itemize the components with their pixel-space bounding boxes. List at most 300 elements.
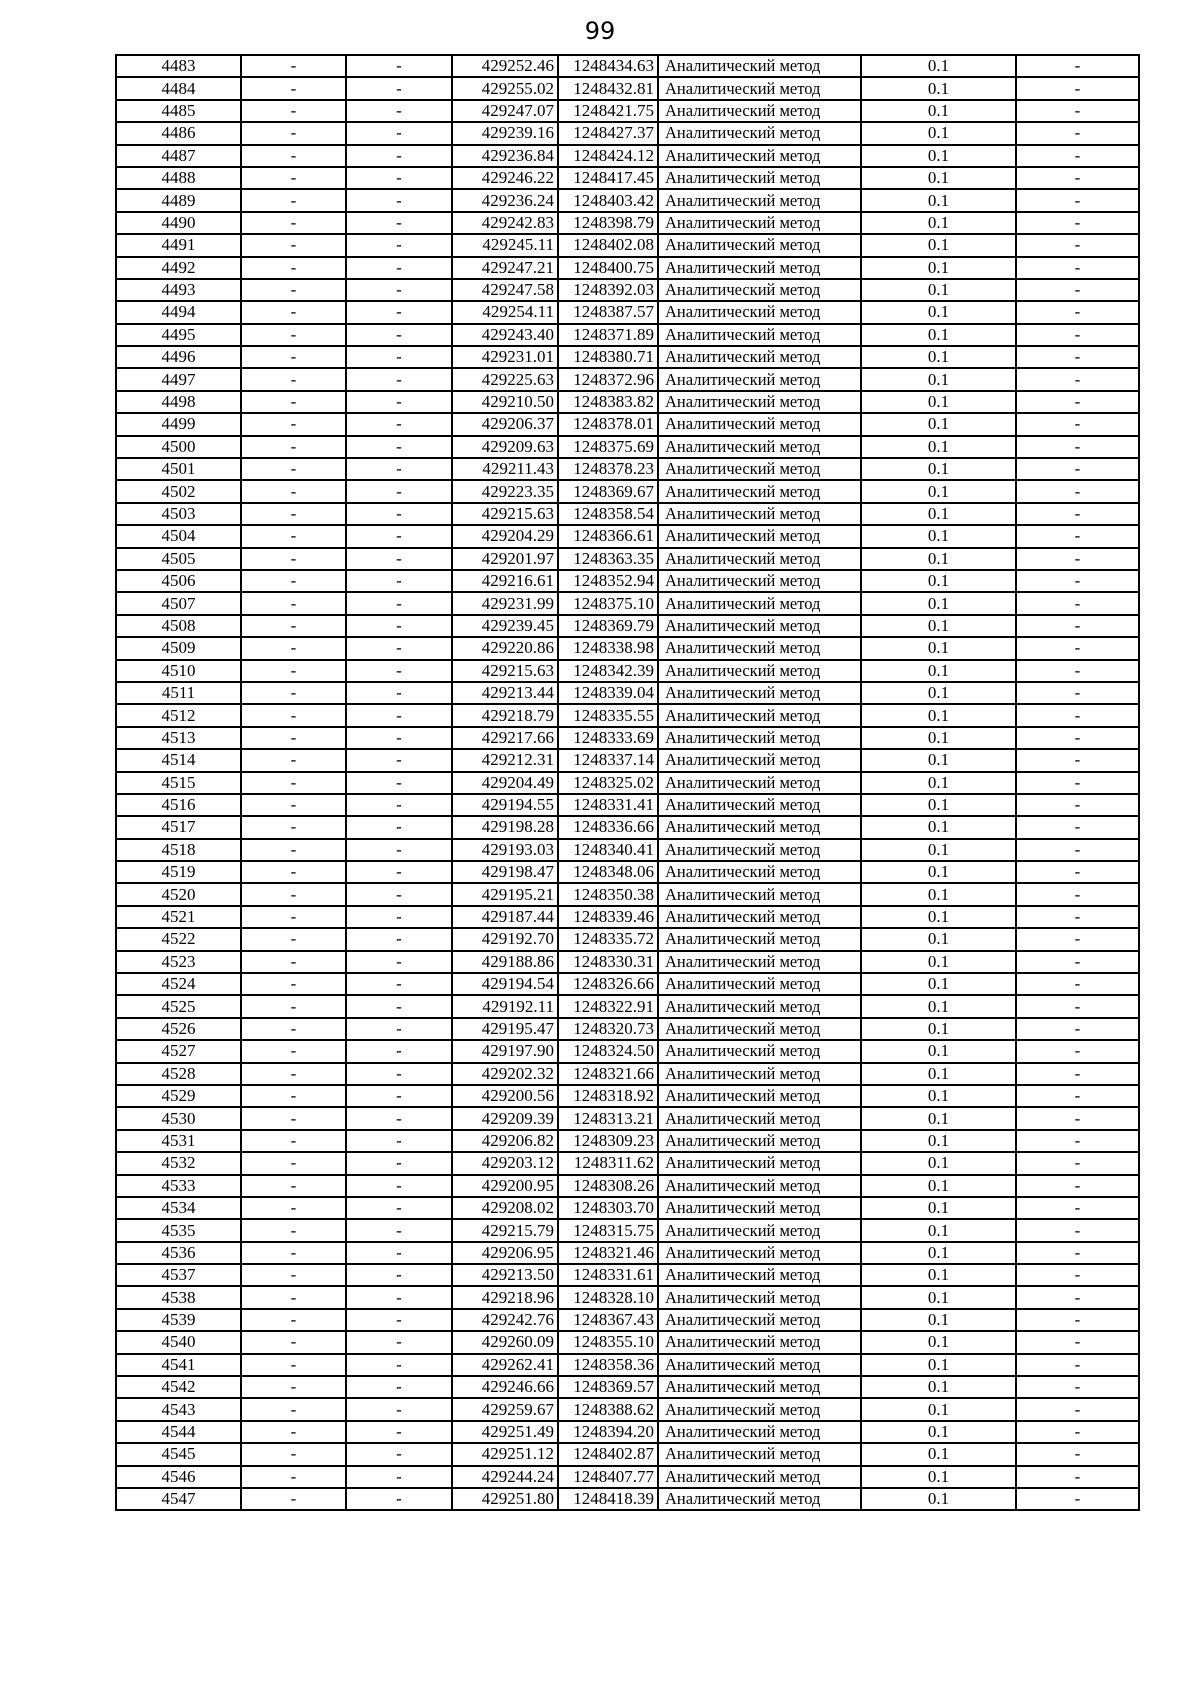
cell-accuracy: 0.1 [861, 704, 1016, 726]
cell-col-3: - [346, 458, 452, 480]
cell-col-3: - [346, 1488, 452, 1510]
cell-method: Аналитический метод [658, 660, 861, 682]
cell-accuracy: 0.1 [861, 1152, 1016, 1174]
coordinates-table [115, 54, 1140, 1511]
cell-method: Аналитический метод [658, 77, 861, 99]
cell-method: Аналитический метод [658, 1018, 861, 1040]
table-row [116, 906, 1139, 928]
cell-col-8: - [1016, 55, 1139, 77]
table-row [116, 368, 1139, 390]
cell-col-8: - [1016, 906, 1139, 928]
cell-accuracy: 0.1 [861, 480, 1016, 502]
table-row [116, 436, 1139, 458]
cell-col-8: - [1016, 145, 1139, 167]
cell-x-coordinate: 429246.22 [452, 167, 558, 189]
cell-col-2: - [241, 1443, 346, 1465]
cell-method: Аналитический метод [658, 883, 861, 905]
cell-point-number: 4534 [116, 1197, 241, 1219]
table-row [116, 122, 1139, 144]
cell-point-number: 4501 [116, 458, 241, 480]
cell-y-coordinate: 1248402.08 [558, 234, 658, 256]
cell-accuracy: 0.1 [861, 1466, 1016, 1488]
cell-col-3: - [346, 1398, 452, 1420]
cell-col-8: - [1016, 257, 1139, 279]
cell-col-8: - [1016, 1242, 1139, 1264]
cell-x-coordinate: 429260.09 [452, 1331, 558, 1353]
cell-accuracy: 0.1 [861, 1063, 1016, 1085]
cell-point-number: 4527 [116, 1040, 241, 1062]
cell-col-3: - [346, 525, 452, 547]
cell-col-3: - [346, 995, 452, 1017]
cell-x-coordinate: 429247.58 [452, 279, 558, 301]
table-row [116, 1488, 1139, 1510]
cell-point-number: 4517 [116, 816, 241, 838]
cell-col-2: - [241, 212, 346, 234]
cell-y-coordinate: 1248338.98 [558, 637, 658, 659]
cell-col-3: - [346, 100, 452, 122]
table-row [116, 1018, 1139, 1040]
cell-y-coordinate: 1248321.46 [558, 1242, 658, 1264]
cell-col-8: - [1016, 346, 1139, 368]
cell-accuracy: 0.1 [861, 368, 1016, 390]
cell-col-2: - [241, 413, 346, 435]
cell-y-coordinate: 1248340.41 [558, 839, 658, 861]
table-row [116, 951, 1139, 973]
cell-col-3: - [346, 615, 452, 637]
table-row [116, 279, 1139, 301]
cell-col-2: - [241, 1264, 346, 1286]
table-row [116, 1175, 1139, 1197]
cell-point-number: 4525 [116, 995, 241, 1017]
cell-accuracy: 0.1 [861, 301, 1016, 323]
cell-col-3: - [346, 592, 452, 614]
table-row [116, 1286, 1139, 1308]
cell-method: Аналитический метод [658, 189, 861, 211]
cell-y-coordinate: 1248387.57 [558, 301, 658, 323]
cell-x-coordinate: 429200.56 [452, 1085, 558, 1107]
table-row [116, 1309, 1139, 1331]
cell-x-coordinate: 429208.02 [452, 1197, 558, 1219]
cell-x-coordinate: 429200.95 [452, 1175, 558, 1197]
cell-y-coordinate: 1248407.77 [558, 1466, 658, 1488]
cell-col-2: - [241, 1152, 346, 1174]
cell-col-8: - [1016, 1443, 1139, 1465]
cell-y-coordinate: 1248421.75 [558, 100, 658, 122]
table-row [116, 548, 1139, 570]
cell-col-3: - [346, 682, 452, 704]
cell-col-2: - [241, 951, 346, 973]
cell-col-3: - [346, 145, 452, 167]
cell-accuracy: 0.1 [861, 1018, 1016, 1040]
cell-method: Аналитический метод [658, 973, 861, 995]
cell-col-2: - [241, 1398, 346, 1420]
cell-accuracy: 0.1 [861, 77, 1016, 99]
cell-y-coordinate: 1248375.10 [558, 592, 658, 614]
cell-x-coordinate: 429245.11 [452, 234, 558, 256]
cell-x-coordinate: 429198.28 [452, 816, 558, 838]
cell-col-2: - [241, 749, 346, 771]
cell-point-number: 4488 [116, 167, 241, 189]
cell-point-number: 4530 [116, 1107, 241, 1129]
table-row [116, 55, 1139, 77]
cell-col-3: - [346, 704, 452, 726]
cell-point-number: 4540 [116, 1331, 241, 1353]
cell-col-2: - [241, 861, 346, 883]
cell-point-number: 4543 [116, 1398, 241, 1420]
cell-y-coordinate: 1248335.55 [558, 704, 658, 726]
cell-x-coordinate: 429231.99 [452, 592, 558, 614]
cell-x-coordinate: 429197.90 [452, 1040, 558, 1062]
cell-method: Аналитический метод [658, 906, 861, 928]
table-row [116, 1466, 1139, 1488]
cell-method: Аналитический метод [658, 615, 861, 637]
cell-point-number: 4523 [116, 951, 241, 973]
cell-accuracy: 0.1 [861, 1130, 1016, 1152]
cell-accuracy: 0.1 [861, 570, 1016, 592]
cell-method: Аналитический метод [658, 1264, 861, 1286]
table-row [116, 816, 1139, 838]
table-row [116, 1242, 1139, 1264]
cell-accuracy: 0.1 [861, 1085, 1016, 1107]
cell-x-coordinate: 429251.49 [452, 1421, 558, 1443]
cell-method: Аналитический метод [658, 503, 861, 525]
cell-accuracy: 0.1 [861, 794, 1016, 816]
cell-y-coordinate: 1248315.75 [558, 1219, 658, 1241]
cell-point-number: 4495 [116, 324, 241, 346]
cell-method: Аналитический метод [658, 1040, 861, 1062]
cell-y-coordinate: 1248392.03 [558, 279, 658, 301]
cell-accuracy: 0.1 [861, 749, 1016, 771]
cell-point-number: 4504 [116, 525, 241, 547]
cell-accuracy: 0.1 [861, 615, 1016, 637]
cell-accuracy: 0.1 [861, 1421, 1016, 1443]
cell-col-2: - [241, 1331, 346, 1353]
cell-accuracy: 0.1 [861, 1309, 1016, 1331]
table-row [116, 928, 1139, 950]
table-row [116, 189, 1139, 211]
table-row [116, 615, 1139, 637]
cell-y-coordinate: 1248383.82 [558, 391, 658, 413]
cell-x-coordinate: 429247.21 [452, 257, 558, 279]
cell-col-2: - [241, 883, 346, 905]
cell-col-2: - [241, 279, 346, 301]
cell-accuracy: 0.1 [861, 906, 1016, 928]
table-row [116, 257, 1139, 279]
table-row [116, 324, 1139, 346]
cell-accuracy: 0.1 [861, 391, 1016, 413]
cell-point-number: 4518 [116, 839, 241, 861]
cell-accuracy: 0.1 [861, 1331, 1016, 1353]
cell-y-coordinate: 1248358.36 [558, 1354, 658, 1376]
cell-col-8: - [1016, 749, 1139, 771]
cell-col-3: - [346, 1242, 452, 1264]
cell-y-coordinate: 1248400.75 [558, 257, 658, 279]
cell-y-coordinate: 1248308.26 [558, 1175, 658, 1197]
cell-method: Аналитический метод [658, 637, 861, 659]
cell-point-number: 4547 [116, 1488, 241, 1510]
cell-col-2: - [241, 458, 346, 480]
cell-col-3: - [346, 167, 452, 189]
cell-col-2: - [241, 704, 346, 726]
cell-accuracy: 0.1 [861, 1175, 1016, 1197]
cell-y-coordinate: 1248331.41 [558, 794, 658, 816]
cell-col-3: - [346, 1421, 452, 1443]
cell-x-coordinate: 429193.03 [452, 839, 558, 861]
cell-y-coordinate: 1248355.10 [558, 1331, 658, 1353]
cell-col-3: - [346, 548, 452, 570]
cell-col-2: - [241, 1107, 346, 1129]
cell-point-number: 4545 [116, 1443, 241, 1465]
cell-col-8: - [1016, 1219, 1139, 1241]
cell-method: Аналитический метод [658, 145, 861, 167]
table-row [116, 145, 1139, 167]
cell-col-8: - [1016, 1354, 1139, 1376]
cell-y-coordinate: 1248358.54 [558, 503, 658, 525]
cell-point-number: 4491 [116, 234, 241, 256]
cell-col-3: - [346, 1466, 452, 1488]
cell-col-3: - [346, 951, 452, 973]
table-row [116, 794, 1139, 816]
cell-col-8: - [1016, 279, 1139, 301]
cell-method: Аналитический метод [658, 682, 861, 704]
cell-col-8: - [1016, 324, 1139, 346]
cell-method: Аналитический метод [658, 1175, 861, 1197]
cell-accuracy: 0.1 [861, 1219, 1016, 1241]
cell-y-coordinate: 1248336.66 [558, 816, 658, 838]
cell-accuracy: 0.1 [861, 100, 1016, 122]
cell-accuracy: 0.1 [861, 727, 1016, 749]
cell-accuracy: 0.1 [861, 189, 1016, 211]
cell-x-coordinate: 429201.97 [452, 548, 558, 570]
cell-point-number: 4516 [116, 794, 241, 816]
cell-accuracy: 0.1 [861, 973, 1016, 995]
cell-x-coordinate: 429206.82 [452, 1130, 558, 1152]
cell-y-coordinate: 1248372.96 [558, 368, 658, 390]
cell-x-coordinate: 429194.55 [452, 794, 558, 816]
cell-col-2: - [241, 637, 346, 659]
cell-method: Аналитический метод [658, 1219, 861, 1241]
cell-col-2: - [241, 503, 346, 525]
cell-accuracy: 0.1 [861, 1376, 1016, 1398]
cell-col-3: - [346, 234, 452, 256]
cell-y-coordinate: 1248366.61 [558, 525, 658, 547]
cell-method: Аналитический метод [658, 861, 861, 883]
table-row [116, 525, 1139, 547]
cell-col-8: - [1016, 77, 1139, 99]
cell-y-coordinate: 1248330.31 [558, 951, 658, 973]
table-row [116, 1085, 1139, 1107]
cell-method: Аналитический метод [658, 346, 861, 368]
cell-col-8: - [1016, 368, 1139, 390]
cell-method: Аналитический метод [658, 1130, 861, 1152]
cell-method: Аналитический метод [658, 1421, 861, 1443]
cell-accuracy: 0.1 [861, 234, 1016, 256]
cell-col-8: - [1016, 1018, 1139, 1040]
table-row [116, 1331, 1139, 1353]
cell-col-8: - [1016, 548, 1139, 570]
cell-point-number: 4506 [116, 570, 241, 592]
cell-x-coordinate: 429195.21 [452, 883, 558, 905]
cell-col-2: - [241, 1085, 346, 1107]
cell-col-3: - [346, 279, 452, 301]
cell-col-8: - [1016, 1040, 1139, 1062]
cell-accuracy: 0.1 [861, 145, 1016, 167]
cell-accuracy: 0.1 [861, 1488, 1016, 1510]
cell-point-number: 4536 [116, 1242, 241, 1264]
cell-col-3: - [346, 413, 452, 435]
table-row [116, 682, 1139, 704]
cell-col-8: - [1016, 816, 1139, 838]
cell-y-coordinate: 1248320.73 [558, 1018, 658, 1040]
cell-y-coordinate: 1248403.42 [558, 189, 658, 211]
table-row [116, 704, 1139, 726]
cell-method: Аналитический метод [658, 1398, 861, 1420]
cell-col-8: - [1016, 704, 1139, 726]
cell-x-coordinate: 429217.66 [452, 727, 558, 749]
cell-col-3: - [346, 1331, 452, 1353]
table-row [116, 1040, 1139, 1062]
cell-method: Аналитический метод [658, 212, 861, 234]
cell-accuracy: 0.1 [861, 928, 1016, 950]
cell-method: Аналитический метод [658, 257, 861, 279]
cell-col-2: - [241, 55, 346, 77]
cell-method: Аналитический метод [658, 55, 861, 77]
cell-accuracy: 0.1 [861, 257, 1016, 279]
cell-accuracy: 0.1 [861, 1264, 1016, 1286]
cell-point-number: 4492 [116, 257, 241, 279]
cell-point-number: 4541 [116, 1354, 241, 1376]
table-row [116, 637, 1139, 659]
cell-col-2: - [241, 1466, 346, 1488]
cell-col-8: - [1016, 234, 1139, 256]
cell-col-2: - [241, 839, 346, 861]
cell-accuracy: 0.1 [861, 1040, 1016, 1062]
cell-accuracy: 0.1 [861, 122, 1016, 144]
table-row [116, 973, 1139, 995]
cell-accuracy: 0.1 [861, 1286, 1016, 1308]
cell-method: Аналитический метод [658, 839, 861, 861]
cell-x-coordinate: 429210.50 [452, 391, 558, 413]
table-row [116, 861, 1139, 883]
cell-accuracy: 0.1 [861, 772, 1016, 794]
cell-x-coordinate: 429255.02 [452, 77, 558, 99]
cell-accuracy: 0.1 [861, 883, 1016, 905]
cell-accuracy: 0.1 [861, 682, 1016, 704]
cell-col-8: - [1016, 995, 1139, 1017]
cell-col-3: - [346, 1063, 452, 1085]
cell-y-coordinate: 1248394.20 [558, 1421, 658, 1443]
cell-col-8: - [1016, 1152, 1139, 1174]
cell-col-8: - [1016, 615, 1139, 637]
cell-y-coordinate: 1248367.43 [558, 1309, 658, 1331]
cell-col-3: - [346, 1197, 452, 1219]
cell-col-8: - [1016, 525, 1139, 547]
cell-col-3: - [346, 301, 452, 323]
cell-col-2: - [241, 727, 346, 749]
cell-col-3: - [346, 1130, 452, 1152]
cell-col-8: - [1016, 391, 1139, 413]
cell-col-2: - [241, 368, 346, 390]
cell-accuracy: 0.1 [861, 1354, 1016, 1376]
cell-y-coordinate: 1248328.10 [558, 1286, 658, 1308]
cell-accuracy: 0.1 [861, 637, 1016, 659]
cell-point-number: 4526 [116, 1018, 241, 1040]
cell-col-3: - [346, 212, 452, 234]
cell-point-number: 4520 [116, 883, 241, 905]
cell-method: Аналитический метод [658, 816, 861, 838]
cell-y-coordinate: 1248322.91 [558, 995, 658, 1017]
table-row [116, 167, 1139, 189]
cell-y-coordinate: 1248325.02 [558, 772, 658, 794]
cell-method: Аналитический метод [658, 928, 861, 950]
table-row [116, 100, 1139, 122]
cell-col-8: - [1016, 1197, 1139, 1219]
table-row [116, 212, 1139, 234]
cell-col-3: - [346, 1309, 452, 1331]
cell-col-2: - [241, 1219, 346, 1241]
cell-point-number: 4533 [116, 1175, 241, 1197]
cell-point-number: 4508 [116, 615, 241, 637]
cell-col-8: - [1016, 973, 1139, 995]
cell-col-2: - [241, 436, 346, 458]
cell-x-coordinate: 429231.01 [452, 346, 558, 368]
cell-point-number: 4528 [116, 1063, 241, 1085]
cell-accuracy: 0.1 [861, 167, 1016, 189]
cell-col-2: - [241, 1063, 346, 1085]
cell-point-number: 4539 [116, 1309, 241, 1331]
cell-col-8: - [1016, 301, 1139, 323]
cell-col-3: - [346, 122, 452, 144]
table-row [116, 570, 1139, 592]
cell-method: Аналитический метод [658, 436, 861, 458]
cell-y-coordinate: 1248339.46 [558, 906, 658, 928]
cell-col-8: - [1016, 1488, 1139, 1510]
cell-method: Аналитический метод [658, 727, 861, 749]
cell-method: Аналитический метод [658, 794, 861, 816]
cell-method: Аналитический метод [658, 413, 861, 435]
cell-col-3: - [346, 55, 452, 77]
cell-y-coordinate: 1248380.71 [558, 346, 658, 368]
cell-method: Аналитический метод [658, 525, 861, 547]
cell-col-3: - [346, 1175, 452, 1197]
cell-method: Аналитический метод [658, 1466, 861, 1488]
cell-col-2: - [241, 189, 346, 211]
cell-col-2: - [241, 257, 346, 279]
table-row [116, 592, 1139, 614]
cell-x-coordinate: 429188.86 [452, 951, 558, 973]
table-row [116, 1398, 1139, 1420]
cell-y-coordinate: 1248427.37 [558, 122, 658, 144]
cell-col-3: - [346, 1376, 452, 1398]
cell-col-2: - [241, 1018, 346, 1040]
cell-col-8: - [1016, 592, 1139, 614]
cell-method: Аналитический метод [658, 1107, 861, 1129]
cell-col-8: - [1016, 212, 1139, 234]
cell-accuracy: 0.1 [861, 951, 1016, 973]
cell-col-3: - [346, 324, 452, 346]
table-row [116, 1354, 1139, 1376]
cell-point-number: 4487 [116, 145, 241, 167]
cell-col-8: - [1016, 100, 1139, 122]
cell-x-coordinate: 429216.61 [452, 570, 558, 592]
cell-y-coordinate: 1248337.14 [558, 749, 658, 771]
cell-col-2: - [241, 928, 346, 950]
cell-accuracy: 0.1 [861, 1197, 1016, 1219]
cell-x-coordinate: 429242.76 [452, 1309, 558, 1331]
cell-method: Аналитический метод [658, 1286, 861, 1308]
cell-point-number: 4515 [116, 772, 241, 794]
cell-point-number: 4511 [116, 682, 241, 704]
